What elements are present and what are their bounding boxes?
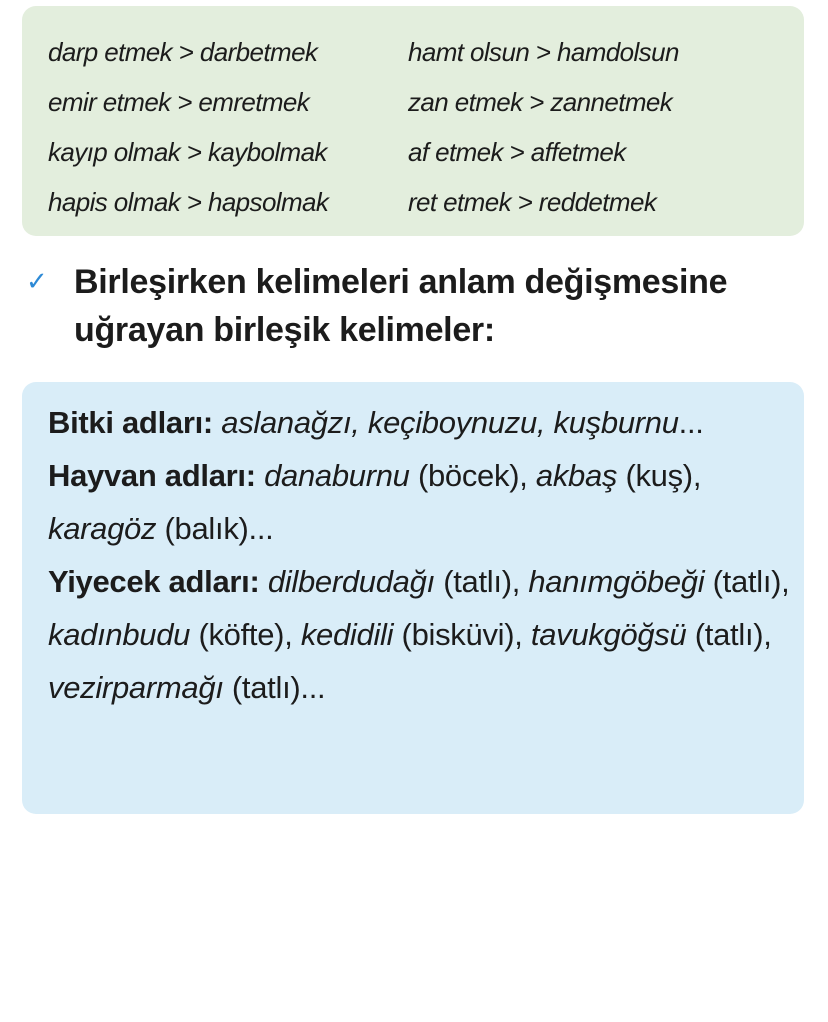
example-right: hamt olsun > hamdolsun [408,37,679,67]
example-right: zan etmek > zannetmek [408,87,673,117]
food-note: (bisküvi), [401,617,523,652]
plant-names-label: Bitki adları: [48,405,213,440]
plant-names-paragraph [48,396,794,449]
animal-names-label: Hayvan adları: [48,458,256,493]
example-row [48,87,804,137]
plant-names-ellipsis: ... [678,405,704,440]
animal-word: karagöz [48,511,157,546]
example-left: hapis olmak > hapsolmak [48,187,329,217]
animal-note: (kuş), [625,458,702,493]
food-note: (tatlı), [694,617,772,652]
categories-box [22,382,804,814]
example-row [48,187,804,237]
food-word: kedidili [300,617,394,652]
food-note: (tatlı), [443,564,521,599]
section-heading [22,258,822,354]
example-right: ret etmek > reddetmek [408,187,657,217]
animal-word: danaburnu [264,458,410,493]
food-word: dilberdudağı [267,564,435,599]
example-left: kayıp olmak > kaybolmak [48,137,327,167]
heading-text: Birleşirken kelimeleri anlam değişmesine uğrayan birleşik kelimeler: [74,263,728,349]
food-word: hanımgöbeği [528,564,705,599]
checkmark-icon: ✓ [26,266,48,296]
animal-names-paragraph [48,449,794,555]
example-left: emir etmek > emretmek [48,87,310,117]
example-row [48,137,804,187]
food-names-paragraph [48,555,794,714]
food-note: (tatlı), [712,564,790,599]
food-names-label: Yiyecek adları: [48,564,260,599]
example-right: af etmek > affetmek [408,137,626,167]
animal-note: (balık)... [164,511,274,546]
animal-word: akbaş [535,458,618,493]
food-note: (tatlı)... [231,670,326,705]
example-row [48,37,804,87]
plant-names-items: aslanağzı, keçiboynuzu, kuşburnu [221,405,679,440]
animal-note: (böcek), [417,458,528,493]
examples-box [22,6,804,236]
example-left: darp etmek > darbetmek [48,37,318,67]
food-word: kadınbudu [48,617,191,652]
food-word: vezirparmağı [48,670,224,705]
food-word: tavukgöğsü [530,617,687,652]
food-note: (köfte), [198,617,293,652]
